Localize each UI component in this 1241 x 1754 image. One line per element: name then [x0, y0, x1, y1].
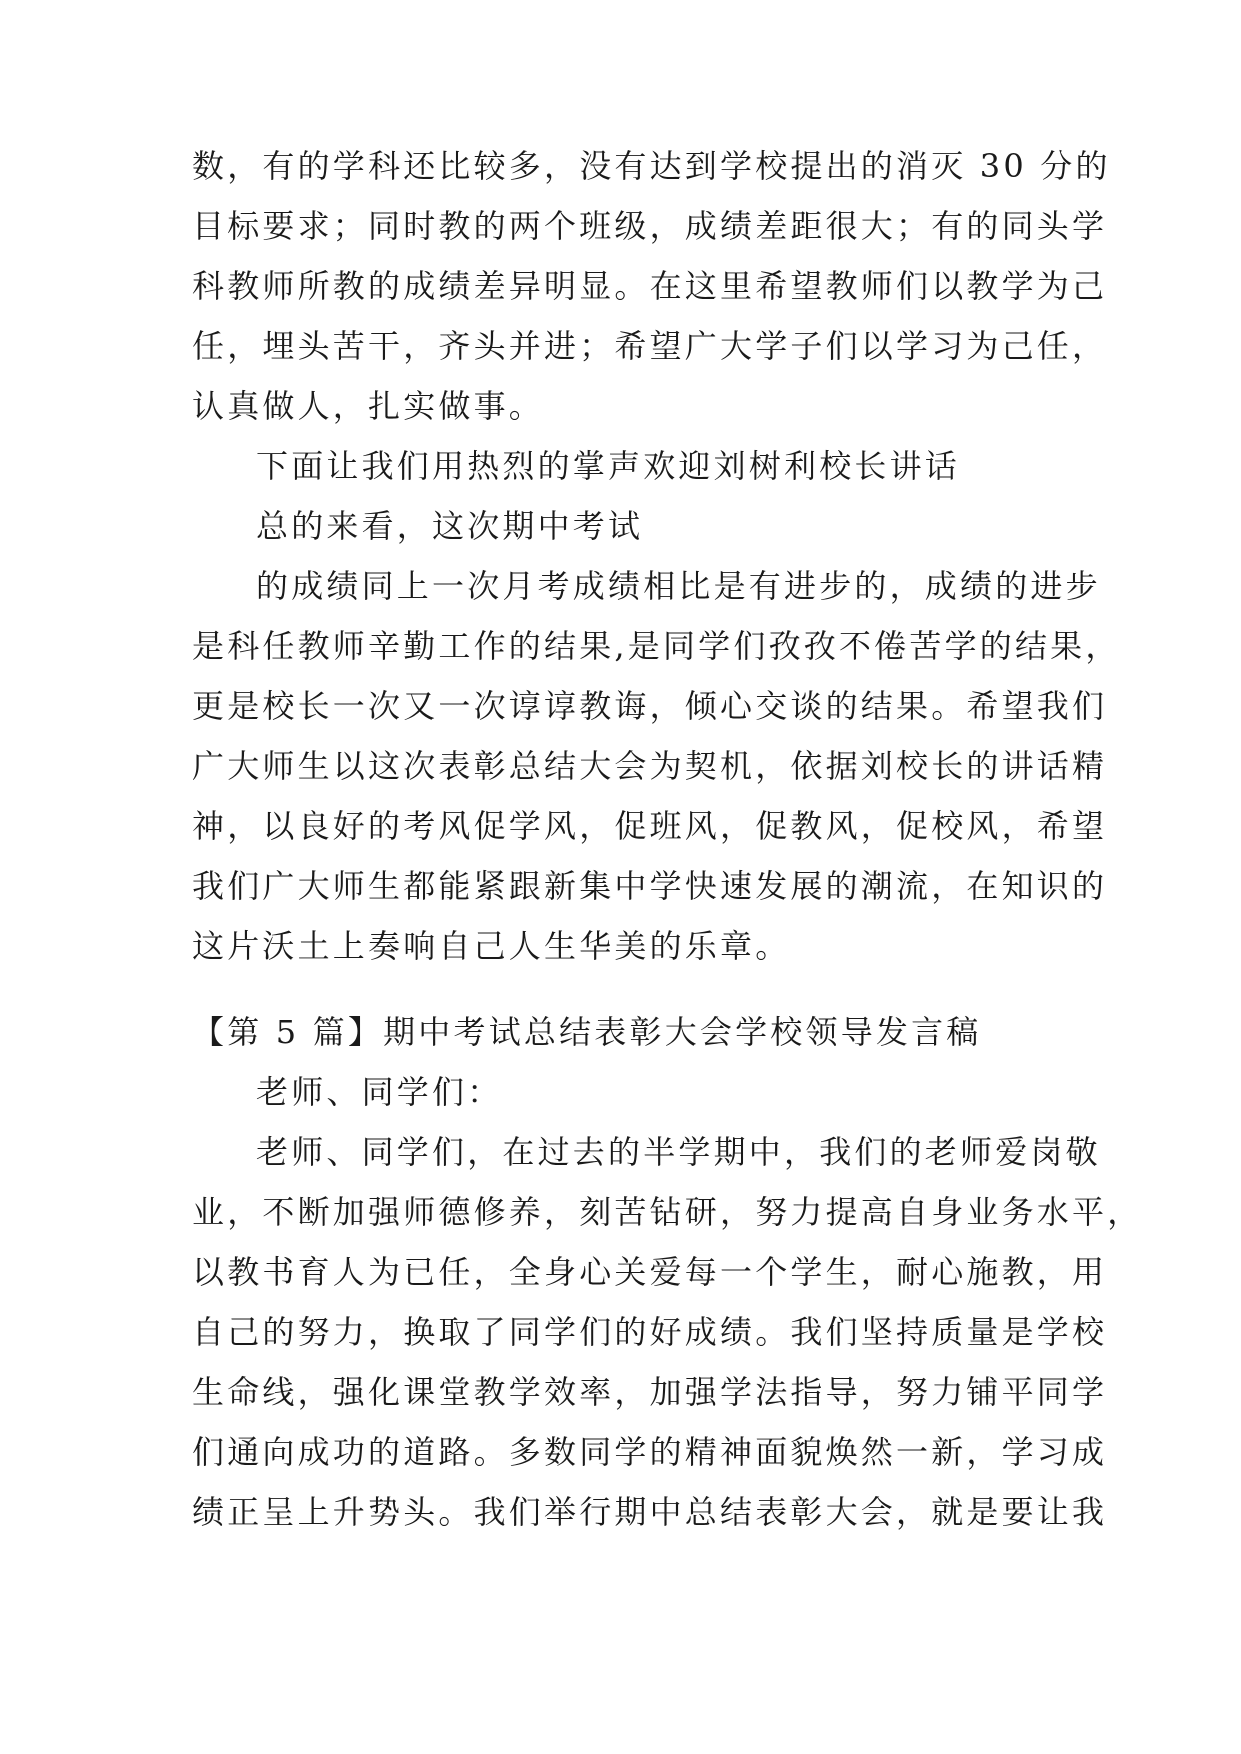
paragraph-line: 生命线，强化课堂教学效率，加强学法指导，努力铺平同学 [192, 1373, 1108, 1411]
paragraph-line: 老师、同学们，在过去的半学期中，我们的老师爱岗敬 [256, 1133, 1101, 1171]
paragraph-line: 科教师所教的成绩差异明显。在这里希望教师们以教学为己 [192, 267, 1108, 305]
paragraph-line: 们通向成功的道路。多数同学的精神面貌焕然一新，学习成 [192, 1433, 1108, 1471]
paragraph-line: 下面让我们用热烈的掌声欢迎刘树利校长讲话 [256, 447, 961, 485]
text-block-upper [192, 136, 1121, 976]
paragraph-line: 神，以良好的考风促学风，促班风，促教风，促校风，希望 [192, 807, 1108, 845]
paragraph-line: 目标要求；同时教的两个班级，成绩差距很大；有的同头学 [192, 207, 1108, 245]
paragraph-line: 任，埋头苦干，齐头并进；希望广大学子们以学习为己任， [192, 327, 1108, 365]
paragraph-line: 我们广大师生都能紧跟新集中学快速发展的潮流，在知识的 [192, 867, 1108, 905]
paragraph-line: 数，有的学科还比较多，没有达到学校提出的消灭 30 分的 [192, 147, 1111, 185]
paragraph-line: 业，不断加强师德修养，刻苦钻研，努力提高自身业务水平， [192, 1193, 1143, 1231]
paragraph-line: 的成绩同上一次月考成绩相比是有进步的，成绩的进步 [256, 567, 1101, 605]
paragraph-line: 自己的努力，换取了同学们的好成绩。我们坚持质量是学校 [192, 1313, 1108, 1351]
salutation: 老师、同学们： [256, 1073, 503, 1111]
article-5 [192, 1002, 1143, 1542]
paragraph-line: 这片沃土上奏响自己人生华美的乐章。 [192, 927, 791, 965]
paragraph-line: 以教书育人为已任，全身心关爱每一个学生，耐心施教，用 [192, 1253, 1108, 1291]
paragraph-line: 认真做人，扎实做事。 [192, 387, 545, 425]
paragraph-line: 绩正呈上升势头。我们举行期中总结表彰大会，就是要让我 [192, 1493, 1108, 1531]
article-heading: 【第 5 篇】期中考试总结表彰大会学校领导发言稿 [192, 1013, 982, 1051]
paragraph-line: 更是校长一次又一次谆谆教诲，倾心交谈的结果。希望我们 [192, 687, 1108, 725]
paragraph-line: 广大师生以这次表彰总结大会为契机，依据刘校长的讲话精 [192, 747, 1108, 785]
paragraph-line: 总的来看，这次期中考试 [256, 507, 644, 545]
paragraph-line: 是科任教师辛勤工作的结果,是同学们孜孜不倦苦学的结果， [192, 627, 1121, 665]
